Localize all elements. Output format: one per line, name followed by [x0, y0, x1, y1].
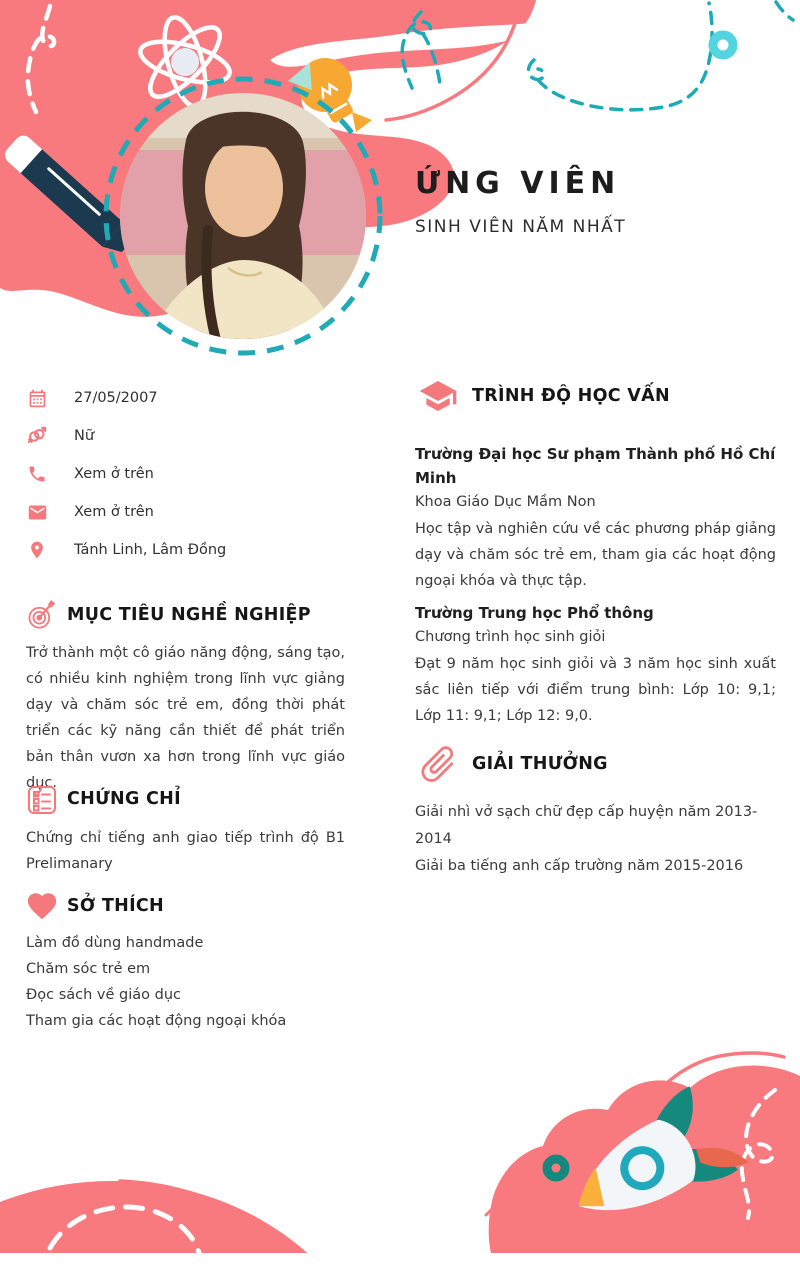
- section-header-objective: [24, 597, 311, 633]
- paperclip-icon: [411, 746, 465, 782]
- education-school: Trường Trung học Phổ thông: [415, 604, 654, 622]
- location-icon: [26, 539, 48, 561]
- section-title-hobbies: SỞ THÍCH: [67, 896, 164, 916]
- awards-list: [415, 799, 776, 880]
- education-description: Đạt 9 năm học sinh giỏi và 3 năm học sinh xuất sắc liên tiếp với điểm trung bình: Lớp 10: 9,1; Lớp 11: 9,1; Lớp 12: 9,0.: [415, 656, 776, 724]
- section-title-objective: MỤC TIÊU NGHỀ NGHIỆP: [67, 605, 311, 625]
- candidate-subtitle: SINH VIÊN NĂM NHẤT: [415, 217, 627, 237]
- award-item: Giải ba tiếng anh cấp trường năm 2015-2016: [415, 858, 744, 874]
- calendar-icon: [26, 387, 48, 409]
- hobby-item: Làm đồ dùng handmade: [26, 935, 204, 951]
- gender-value: Nữ: [74, 428, 95, 444]
- hobby-item: Tham gia các hoạt động ngoại khóa: [26, 1013, 287, 1029]
- teal-donut-top: [713, 35, 733, 55]
- email-icon: [26, 501, 48, 523]
- birthdate-value: 27/05/2007: [74, 390, 158, 406]
- section-title-awards: GIẢI THƯỞNG: [472, 754, 608, 774]
- education-program: Khoa Giáo Dục Mầm Non: [415, 494, 596, 510]
- location-value: Tánh Linh, Lâm Đồng: [74, 542, 227, 558]
- orange-triangle: [352, 112, 372, 132]
- education-program: Chương trình học sinh giỏi: [415, 629, 606, 645]
- target-icon: [24, 597, 60, 633]
- info-row-gender: [26, 417, 346, 455]
- section-header-education: [411, 378, 670, 414]
- section-title-education: TRÌNH ĐỘ HỌC VẤN: [472, 386, 670, 406]
- education-description: Học tập và nghiên cứu về các phương pháp giảng dạy và chăm sóc trẻ em, tham gia các hoạt động ngoại khóa và thực tập.: [415, 521, 776, 589]
- gender-icon: [26, 425, 48, 447]
- candidate-name: ỨNG VIÊN: [415, 166, 621, 201]
- section-header-hobbies: [24, 888, 164, 924]
- education-school: Trường Đại học Sư phạm Thành phố Hồ Chí Minh: [415, 445, 776, 487]
- education-entry-1: [415, 442, 776, 594]
- section-title-certificates: CHỨNG CHỈ: [67, 789, 181, 809]
- checklist-icon: [24, 781, 60, 817]
- phone-icon: [26, 463, 48, 485]
- hobbies-list: [26, 930, 345, 1034]
- info-row-email: [26, 493, 346, 531]
- personal-info-list: [26, 379, 346, 569]
- hobby-item: Đọc sách về giáo dục: [26, 987, 181, 1003]
- education-entry-2: [415, 601, 776, 729]
- award-item: Giải nhì vở sạch chữ đẹp cấp huyện năm 2013-2014: [415, 804, 758, 847]
- objective-body: Trở thành một cô giáo năng động, sáng tạo, có nhiều kinh nghiệm trong lĩnh vực giảng dạy và chăm sóc trẻ em, đồng thời phát triển các kỹ năng cần thiết để phát triển bản thân vươn xa hơn trong lĩnh vực giáo dục.: [26, 645, 345, 791]
- section-header-awards: [411, 746, 608, 782]
- certificates-body: Chứng chỉ tiếng anh giao tiếp trình độ B1 Prelimanary: [26, 830, 345, 872]
- info-row-phone: [26, 455, 346, 493]
- phone-value: Xem ở trên: [74, 466, 154, 482]
- hobby-item: Chăm sóc trẻ em: [26, 961, 151, 977]
- graduation-cap-icon: [411, 378, 465, 414]
- info-row-birthdate: [26, 379, 346, 417]
- heart-icon: [24, 888, 60, 924]
- section-header-certificates: [24, 781, 181, 817]
- email-value: Xem ở trên: [74, 504, 154, 520]
- info-row-location: [26, 531, 346, 569]
